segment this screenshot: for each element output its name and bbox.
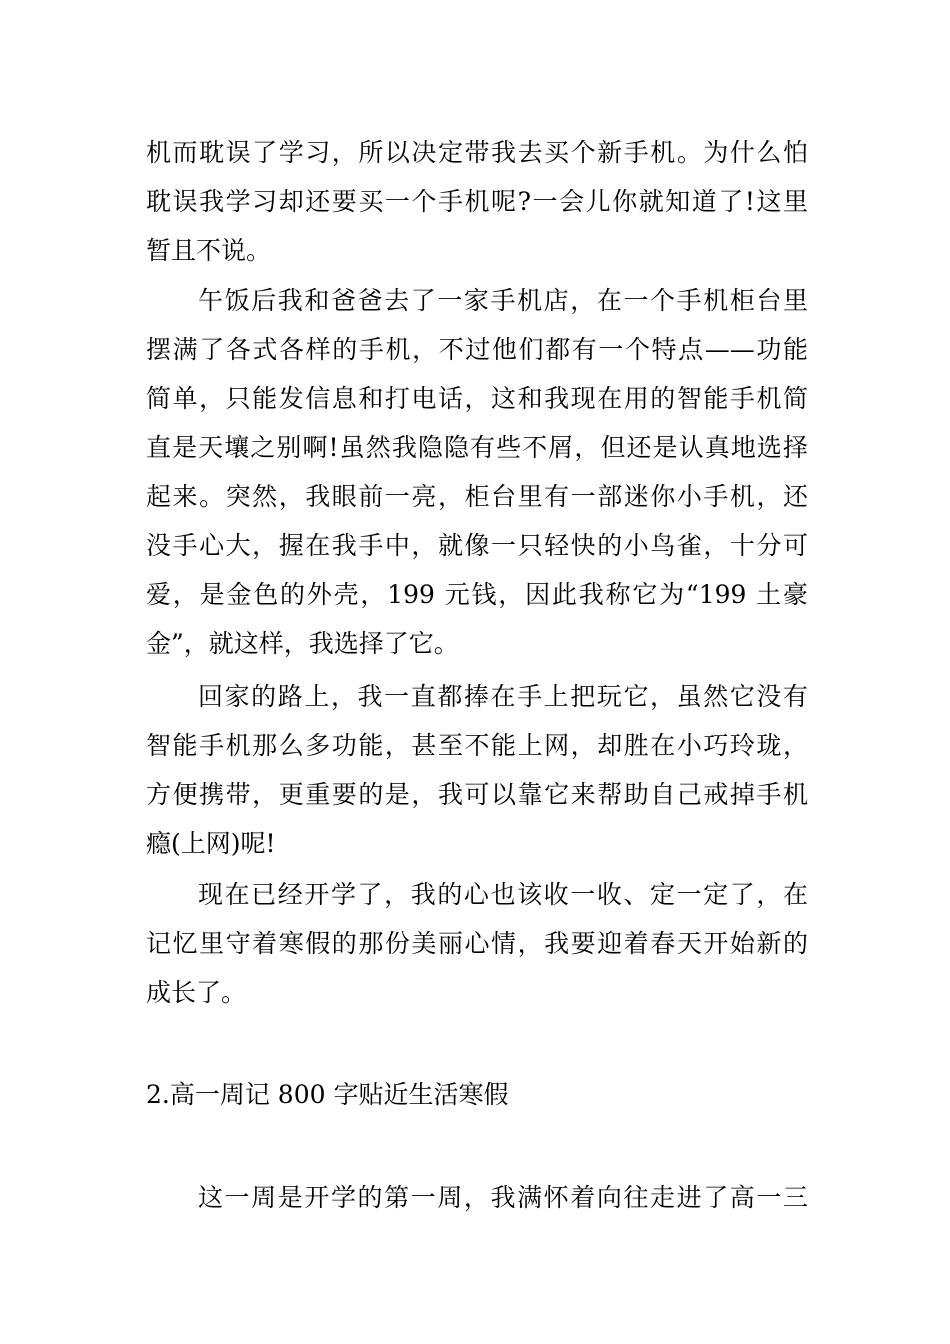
text-line: 简单，只能发信息和打电话，这和我现在用的智能手机简 [146,384,808,413]
text-line: 午饭后我和爸爸去了一家手机店，在一个手机柜台里 [198,286,808,315]
text-line: 瘾(上网)呢! [146,829,276,858]
text-line: 记忆里守着寒假的那份美丽心情，我要迎着春天开始新的 [146,929,808,958]
text-line: 方便携带，更重要的是，我可以靠它来帮助自己戒掉手机 [146,780,808,809]
text-line: 机而耽误了学习，所以决定带我去买个新手机。为什么怕 [146,138,808,167]
text-line: 金”，就这样，我选择了它。 [146,629,459,658]
paragraph-3 [146,672,808,868]
text-line: 耽误我学习却还要买一个手机呢?一会儿你就知道了!这里 [146,187,808,216]
paragraph-1 [146,128,808,275]
text-line: 回家的路上，我一直都捧在手上把玩它，虽然它没有 [198,682,808,711]
text-line: 爱，是金色的外壳，199 元钱，因此我称它为“199 土豪 [146,580,808,609]
text-line: 起来。突然，我眼前一亮，柜台里有一部迷你小手机，还 [146,482,808,511]
text-line: 智能手机那么多功能，甚至不能上网，却胜在小巧玲珑， [146,731,808,760]
text-line: 这一周是开学的第一周，我满怀着向往走进了高一三 [198,1183,808,1212]
text-line: 暂且不说。 [146,236,272,265]
paragraph-2 [146,276,808,668]
paragraph-4 [146,870,808,1017]
text-line: 成长了。 [146,978,247,1007]
section-heading: 2.高一周记 800 字贴近生活寒假 [146,1080,509,1109]
text-line: 直是天壤之别啊!虽然我隐隐有些不屑，但还是认真地选择 [146,433,808,462]
text-line: 摆满了各式各样的手机，不过他们都有一个特点——功能 [146,335,808,364]
text-line: 现在已经开学了，我的心也该收一收、定一定了，在 [198,880,808,909]
text-line: 没手心大，握在我手中，就像一只轻快的小鸟雀，十分可 [146,531,808,560]
paragraph-5 [146,1173,808,1222]
